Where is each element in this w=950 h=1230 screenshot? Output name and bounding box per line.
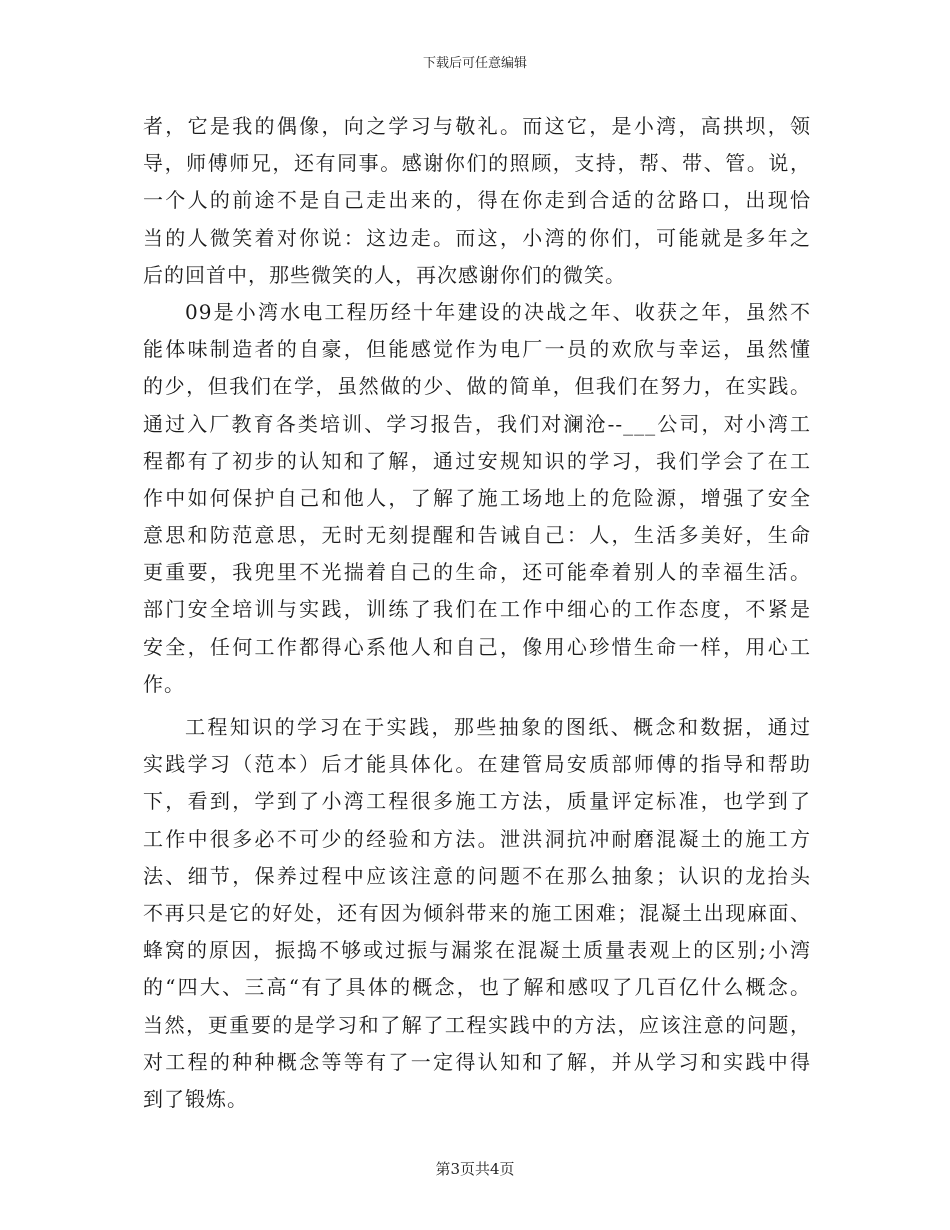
text-line: 能体味制造者的自豪，但能感觉作为电厂一员的欢欣与幸运，虽然懂 <box>143 337 811 362</box>
text-line: 安全，任何工作都得心系他人和自己，像用心珍惜生命一样，用心工 <box>143 634 811 659</box>
text-line: 的“四大、三高“有了具体的概念，也了解和感叹了几百亿什么概念。 <box>143 975 811 1000</box>
text-line: 工程知识的学习在于实践，那些抽象的图纸、概念和数据，通过 <box>185 715 811 739</box>
text-line: 当的人微笑着对你说：这边走。而这，小湾的你们，可能就是多年之 <box>143 225 811 250</box>
text-line: 作中如何保护自己和他人，了解了施工场地上的危险源，增强了安全 <box>143 485 811 510</box>
paragraph <box>143 294 811 703</box>
text-line: 下，看到，学到了小湾工程很多施工方法，质量评定标准，也学到了 <box>143 789 811 814</box>
text-line: 09是小湾水电工程历经十年建设的决战之年、收获之年，虽然不 <box>185 299 811 324</box>
text-line: 程都有了初步的认知和了解，通过安规知识的学习，我们学会了在工 <box>143 448 811 473</box>
text-line: 到了锻炼。 <box>143 1086 248 1111</box>
paragraph <box>143 709 811 1118</box>
text-line: 者，它是我的偶像，向之学习与敬礼。而这它，是小湾，高拱坝，领 <box>143 114 811 138</box>
text-line: 意思和防范意思，无时无刻提醒和告诫自己：人，生活多美好，生命 <box>143 523 811 548</box>
text-line: 实践学习（范本）后才能具体化。在建管局安质部师傅的指导和帮助 <box>143 752 811 777</box>
page-number: 第3页共4页 <box>435 1160 515 1178</box>
text-line: 一个人的前途不是自己走出来的，得在你走到合适的岔路口，出现恰 <box>143 188 811 213</box>
text-line: 通过入厂教育各类培训、学习报告，我们对澜沧--___公司，对小湾工 <box>143 411 811 436</box>
document-body <box>143 108 811 1118</box>
text-line: 法、细节，保养过程中应该注意的问题不在那么抽象；认识的龙抬头 <box>143 863 811 888</box>
text-line: 不再只是它的好处，还有因为倾斜带来的施工困难；混凝土出现麻面、 <box>143 900 811 925</box>
text-line: 对工程的种种概念等等有了一定得认知和了解，并从学习和实践中得 <box>143 1049 811 1074</box>
text-line: 部门安全培训与实践，训练了我们在工作中细心的工作态度，不紧是 <box>143 597 811 622</box>
page-header: 下载后可任意编辑 <box>422 56 527 71</box>
text-line: 更重要，我兜里不光揣着自己的生命，还可能牵着别人的幸福生活。 <box>143 560 811 585</box>
text-line: 导，师傅师兄，还有同事。感谢你们的照顾，支持，帮、带、管。说， <box>143 151 811 176</box>
paragraph <box>143 108 811 294</box>
text-line: 作。 <box>143 671 185 696</box>
text-line: 的少，但我们在学，虽然做的少、做的简单，但我们在努力，在实践。 <box>143 374 811 399</box>
text-line: 后的回首中，那些微笑的人，再次感谢你们的微笑。 <box>143 262 626 287</box>
text-line: 蜂窝的原因，振捣不够或过振与漏浆在混凝土质量表观上的区别;小湾 <box>143 938 811 963</box>
text-line: 工作中很多必不可少的经验和方法。泄洪洞抗冲耐磨混凝土的施工方 <box>143 826 811 851</box>
text-line: 当然，更重要的是学习和了解了工程实践中的方法，应该注意的问题， <box>143 1012 811 1037</box>
